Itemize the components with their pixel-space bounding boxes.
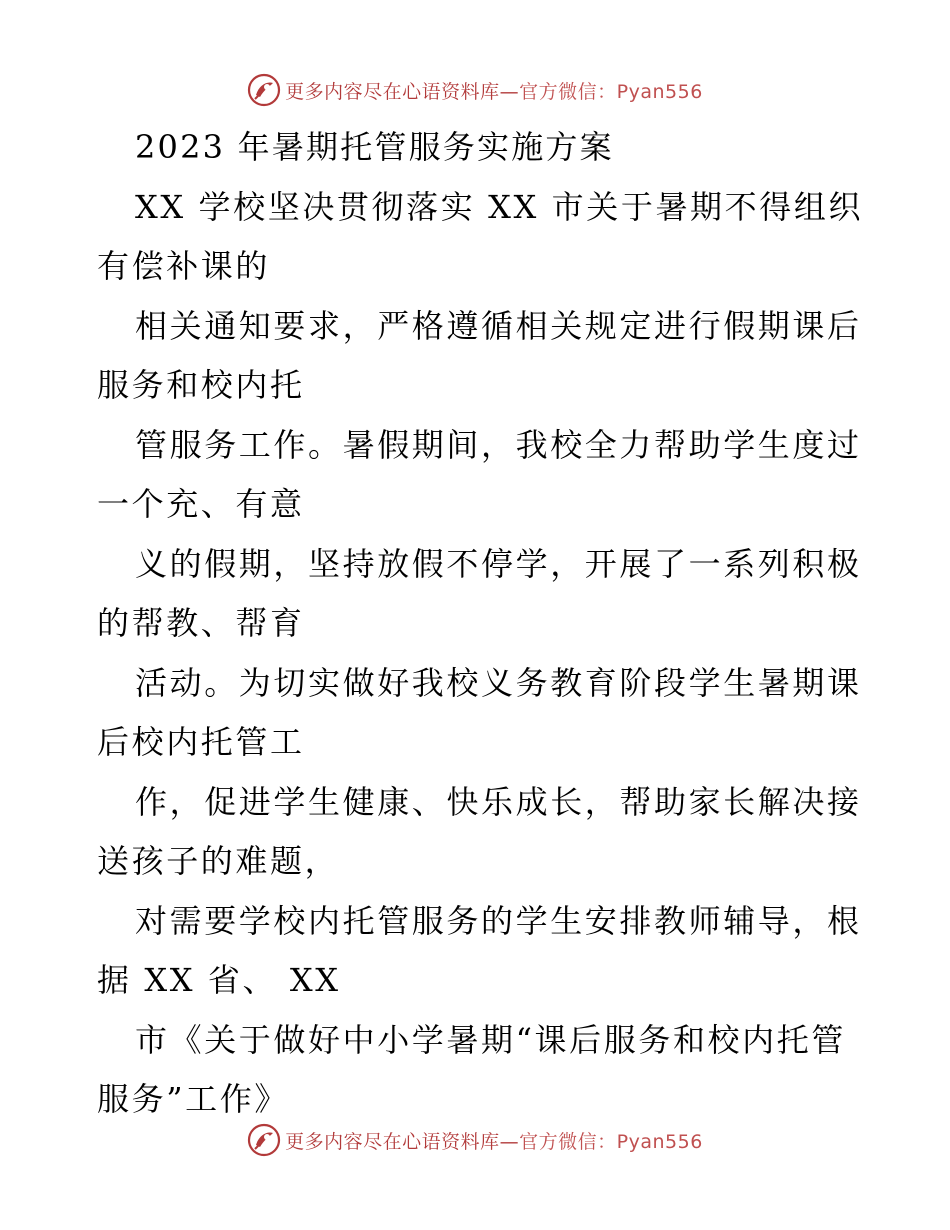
paragraph-line: 服务和校内托 [97,366,305,404]
paragraph-line: 对需要学校内托管服务的学生安排教师辅导，根 [135,901,862,940]
paragraph-line: XX 学校坚决贯彻落实 XX 市关于暑期不得组织 [135,187,864,226]
paragraph-line: 送孩子的难题， [97,842,340,880]
paragraph-line: 一个充、有意 [97,485,305,523]
banner-text [285,77,703,104]
circle-flower-logo-icon [247,73,281,107]
paragraph-line: 的帮教、帮育 [97,604,305,642]
footer-banner [0,1120,950,1160]
paragraph-line: 义的假期，坚持放假不停学，开展了一系列积极 [135,544,862,583]
paragraph-line: 后校内托管工 [97,723,305,761]
document-title: 2023 年暑期托管服务实施方案 [135,128,614,166]
banner-contact-text: 官方微信：Pyan556 [519,1130,703,1153]
paragraph-line: 据 XX 省、 XX [97,961,341,999]
paragraph-line: 有偿补课的 [97,247,271,285]
paragraph-line: 管服务工作。暑假期间，我校全力帮助学生度过 [135,425,862,464]
paragraph-line: 活动。为切实做好我校义务教育阶段学生暑期课 [135,663,862,702]
paragraph-line: 服务”工作》 [97,1080,289,1118]
header-banner-inner [247,73,703,107]
banner-contact-text: 官方微信：Pyan556 [519,80,703,103]
banner-text [285,1127,703,1154]
paragraph-line: 作，促进学生健康、快乐成长，帮助家长解决接 [135,782,862,821]
banner-site-text: 更多内容尽在心语资料库— [285,80,520,103]
paragraph-line: 市《关于做好中小学暑期“课后服务和校内托管 [135,1020,846,1059]
circle-flower-logo-icon [247,1123,281,1157]
footer-banner-inner [247,1123,703,1157]
paragraph-line: 相关通知要求，严格遵循相关规定进行假期课后 [135,306,862,345]
document-body [97,118,864,1130]
banner-site-text: 更多内容尽在心语资料库— [285,1130,520,1153]
header-banner [0,70,950,110]
